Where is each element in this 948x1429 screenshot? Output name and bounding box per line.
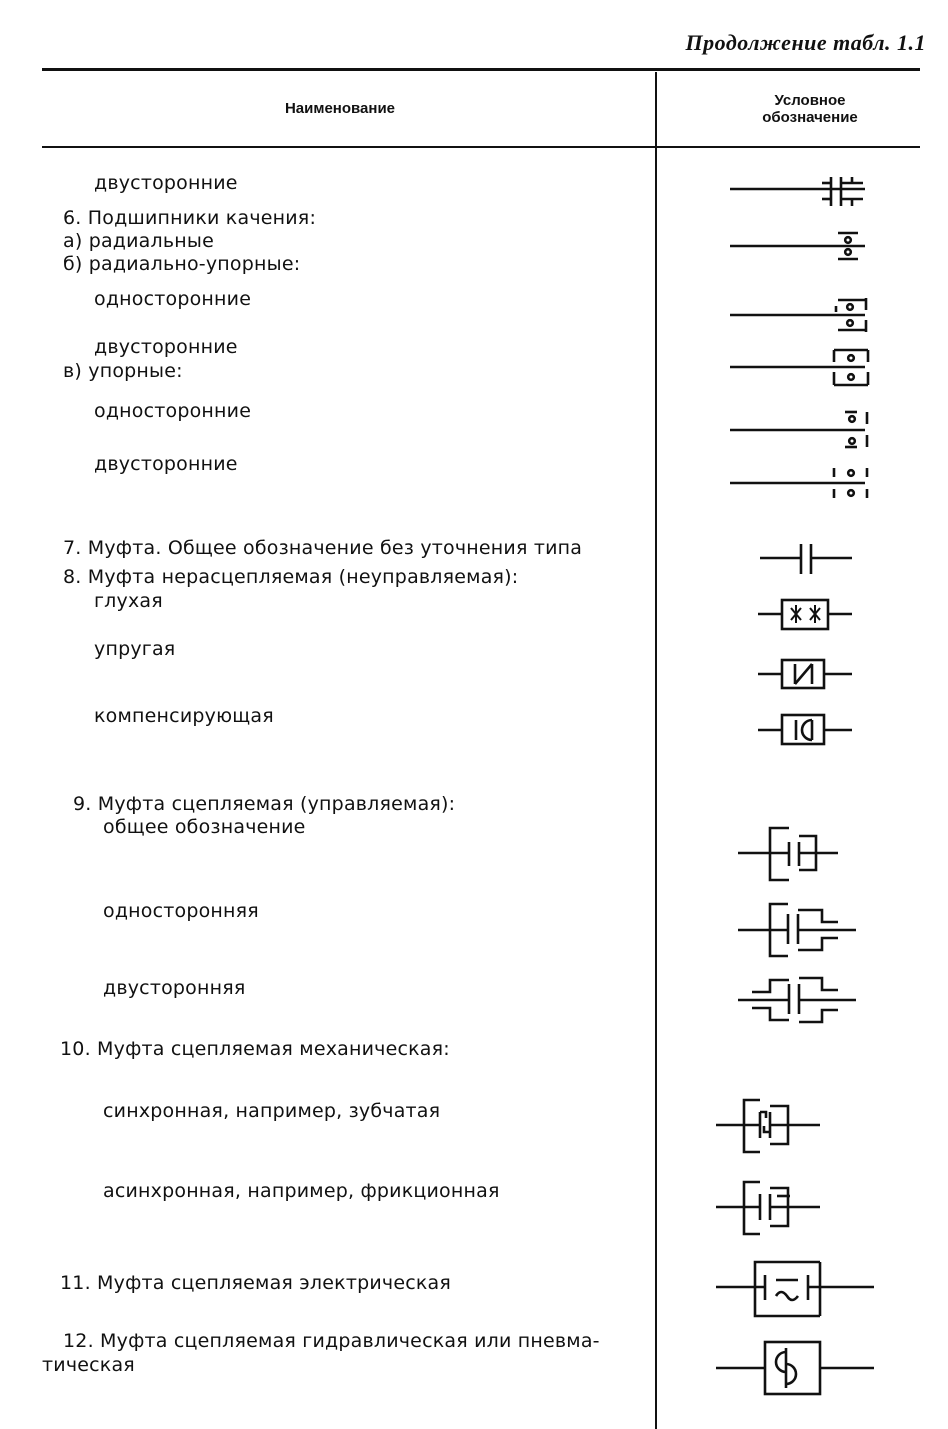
header-name-column: Наименование xyxy=(284,100,396,117)
row-19-text: 11. Муфта сцепляемая электрическая xyxy=(60,1272,452,1294)
row-20-text-2: тическая xyxy=(42,1354,135,1376)
row-7-text: односторонние xyxy=(94,400,252,422)
row-1-text: 6. Подшипники качения: xyxy=(63,207,317,229)
row-14-text: односторонняя xyxy=(103,900,259,922)
radial-bearing-symbol xyxy=(730,233,865,259)
coupling-elastic-symbol xyxy=(758,660,852,688)
coupling-rigid-symbol xyxy=(758,600,852,629)
row-10-text-1: 8. Муфта нерасцепляемая (неуправляемая): xyxy=(63,566,519,588)
continuation-label: Продолжение табл. 1.1 xyxy=(685,30,926,55)
row-11-text: упругая xyxy=(94,638,176,660)
row-8-text: двусторонние xyxy=(94,453,238,475)
row-0-text: двусторонние xyxy=(94,172,238,194)
row-17-text: синхронная, например, зубчатая xyxy=(103,1100,441,1122)
thrust-double-symbol xyxy=(730,468,867,498)
coupling-compensating-symbol xyxy=(758,715,852,744)
clutch-synchronous-symbol xyxy=(716,1100,820,1152)
angular-double-symbol xyxy=(730,350,868,385)
row-2-text: а) радиальные xyxy=(63,230,214,252)
row-5-text: двусторонние xyxy=(94,336,238,358)
thrust-single-symbol xyxy=(730,412,867,447)
row-3-text: б) радиально-упорные: xyxy=(63,253,301,275)
row-20-text-1: 12. Муфта сцепляемая гидравлическая или пневма- xyxy=(63,1330,600,1352)
clutch-hydraulic-symbol xyxy=(716,1342,874,1394)
thrust-double-top-symbol xyxy=(730,177,865,206)
header-symbol-column: Условное обозначение xyxy=(762,92,858,126)
row-13-text-2: общее обозначение xyxy=(103,816,306,838)
row-15-text: двусторонняя xyxy=(103,977,246,999)
row-18-text: асинхронная, например, фрикционная xyxy=(103,1180,500,1202)
row-16-text: 10. Муфта сцепляемая механическая: xyxy=(60,1038,450,1060)
clutch-friction-symbol xyxy=(716,1182,820,1234)
clutch-electric-symbol xyxy=(716,1262,874,1316)
clutch-general-symbol xyxy=(738,828,838,880)
row-10-text-2: глухая xyxy=(94,590,163,612)
row-12-text: компенсирующая xyxy=(94,705,274,727)
clutch-two-way-symbol xyxy=(738,978,856,1022)
row-4-text: односторонние xyxy=(94,288,252,310)
coupling-general-symbol xyxy=(760,544,852,574)
clutch-one-way-symbol xyxy=(738,904,856,956)
angular-single-symbol xyxy=(730,298,866,332)
row-9-text: 7. Муфта. Общее обозначение без уточнения типа xyxy=(63,537,583,559)
row-6-text: в) упорные: xyxy=(63,360,183,382)
row-13-text-1: 9. Муфта сцепляемая (управляемая): xyxy=(73,793,456,815)
